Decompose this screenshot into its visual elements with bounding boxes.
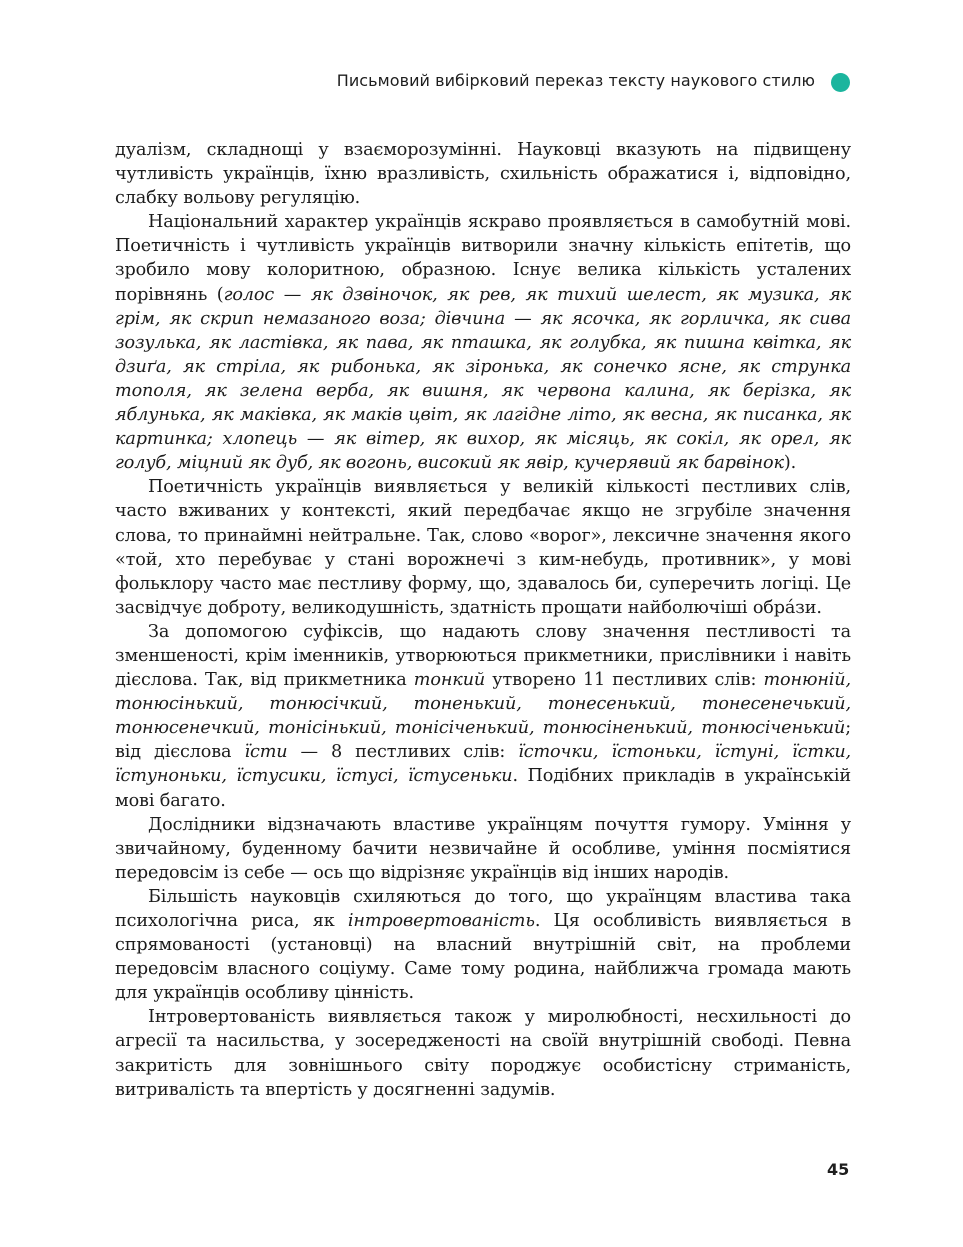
- paragraph-1-text: дуалізм, складнощі у взаєморозумінні. Науковці вказують на підвищену чутливість українців, їхню вразливість, схильність ображатися і, відповідно, слабку вольову регуляцію.: [115, 140, 851, 209]
- paragraph-2-comparisons: голос — як дзвіночок, як рев, як тихий шелест, як музика, як грім, як скрип немазаного воза; дівчина — як ясочка, як горличка, як сива зозулька, як ластівка, як пава, як пташка, як голубка, як пишна квітка, як дзиґа, як стріла, як рибонька, як зіронька, як сонечко ясне, як струнка тополя, як зелена верба, як вишня, як червона калина, як берізка, як яблунька, як маківка, як маків цвіт, як лагідне літо, як весна, як писанка, як картинка; хлопець — як вітер, як вихор, як місяць, як сокіл, як орел, як голуб, міцний як дуб, як вогонь, високий як явір, кучерявий як барвінок: [115, 284, 851, 474]
- running-header: [0, 69, 963, 95]
- paragraph-2-text: Національний характер українців яскраво проявляється в самобутній мові. Поетичність і чутливість українців витворили значну кількість епітетів, що зробило мову колоритною, образною. Існує велика кількість усталених порівнянь (: [115, 212, 851, 305]
- paragraph-6-text-b: . Ця особливість виявляється в спрямованості (установці) на власний внутрішній світ, на проблеми передовсім власного соціуму. Саме тому родина, найближча громада мають для українців особливу цінність.: [115, 911, 851, 1004]
- paragraph-3-text: Поетичність українців виявляється у великій кількості пестливих слів, часто вживаних у контексті, який передбачає якщо не згрубіле значення слова, то принаймні нейтральне. Так, слово «ворог», лексичне значення якого «той, хто перебуває у стані ворожнечі з ким-небудь, противник», у мові фольклору часто має пестливу форму, що, здавалось би, суперечить логіці. Це засвідчує доброту, великодушність, здатність прощати найболючіші обра́зи.: [115, 477, 851, 618]
- paragraph-1: [115, 138, 851, 210]
- paragraph-4-isty-forms: їсточки, їстоньки, їстуні, їстки, їстуноньки, їстусики, їстусі, їстусеньки: [115, 742, 852, 787]
- paragraph-6-text-a: Більшість науковців схиляються до того, що українцям властива така психологічна риса, як: [115, 886, 851, 931]
- paragraph-2-close: ).: [783, 453, 797, 474]
- paragraph-4-text-a: За допомогою суфіксів, що надають слову значення пестливості та зменшеності, крім іменників, утворюються прикметники, прислівники і навіть дієслова. Так, від прикметника: [115, 621, 851, 691]
- paragraph-4-text-c: ; від дієслова: [115, 718, 851, 763]
- accent-dot-icon: [831, 73, 850, 92]
- paragraph-7-text: Інтровертованість виявляється також у миролюбності, несхильності до агресії та насильства, у зосередженості на своїй внутрішній свободі. Певна закритість для зовнішнього світу породжує особистісну стриманість, витривалість та впертість у досягненні задумів.: [115, 1007, 851, 1100]
- body-text: [115, 138, 851, 1102]
- running-header-title: Письмовий вибірковий переказ тексту наукового стилю: [336, 71, 815, 90]
- paragraph-5: [115, 813, 851, 885]
- paragraph-4-text-e: . Подібних прикладів в українській мові багато.: [115, 766, 851, 811]
- paragraph-2: [115, 210, 851, 475]
- paragraph-4-word-isty: їсти: [244, 742, 288, 763]
- paragraph-3: [115, 475, 851, 620]
- paragraph-4-tonkyi-forms: тонюній, тонюсінький, тонюсічкий, тоненький, тонесенький, тонесенечький, тонюсенечкий, тонісінький, тонісіченький, тонюсіненький, тонюсіченький: [115, 670, 851, 739]
- paragraph-4-text-d: — 8 пестливих слів:: [287, 742, 519, 763]
- paragraph-6-term: інтровертованість: [347, 911, 535, 931]
- paragraph-4-word-tonkyi: тонкий: [413, 670, 486, 691]
- paragraph-4: [115, 620, 851, 813]
- paragraph-6: [115, 885, 851, 1005]
- paragraph-5-text: Дослідники відзначають властиве українцям почуття гумору. Уміння у звичайному, буденному бачити незвичайне й особливе, уміння посміятися передовсім із себе — ось що відрізняє українців від інших народів.: [115, 814, 851, 883]
- page-number: 45: [827, 1160, 850, 1179]
- paragraph-7: [115, 1005, 851, 1101]
- paragraph-4-text-b: утворено 11 пестливих слів:: [485, 670, 764, 691]
